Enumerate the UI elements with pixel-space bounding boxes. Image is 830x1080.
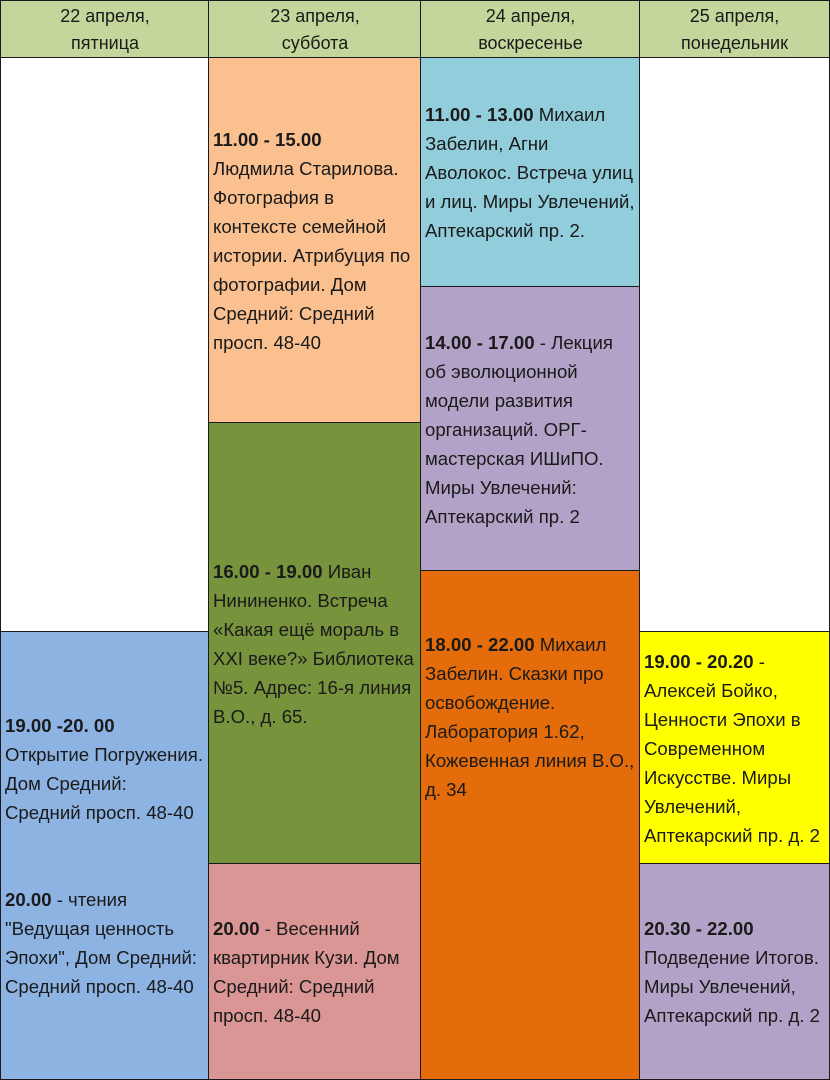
event-kvartirnik (213, 914, 417, 1030)
header-weekday: пятница (70, 32, 140, 53)
header-date: 22 апреля, (60, 5, 150, 26)
event-description: - чтения "Ведущая ценность Эпохи", Дом Средний: Средний просп. 48-40 (5, 888, 198, 997)
event-fairytales (425, 630, 636, 804)
event-description: - Лекция об эволюционной модели развития организаций. ОРГ-мастерская ИШиПО. Миры Увлечений: Аптекарский пр. 2 (425, 331, 613, 527)
event-summary (644, 914, 825, 1030)
event-values-art (644, 647, 825, 850)
event-photo-lecture (213, 125, 417, 357)
event-cell-photo (208, 57, 422, 424)
event-cell-streets (420, 57, 641, 288)
header-date: 25 апреля, (689, 5, 780, 26)
header-day-3 (420, 0, 641, 59)
event-description: Открытие Погружения. Дом Средний: Средний просп. 48-40 (5, 743, 204, 823)
event-evolution-lecture (425, 328, 636, 531)
event-opening (5, 711, 205, 827)
header-day-4 (639, 0, 830, 59)
spacer (5, 827, 205, 885)
event-cell-fairytales (420, 570, 641, 1080)
event-cell-art (639, 631, 830, 865)
header-day-2 (208, 0, 422, 59)
event-readings (5, 885, 205, 1001)
event-time: 20.30 - 22.00 (644, 917, 754, 939)
event-time: 19.00 - 20.20 (644, 650, 754, 672)
event-description: Иван Нининенко. Встреча «Какая ещё мораль в XXI веке?» Библиотека №5. Адрес: 16-я линия В.О., д. 65. (213, 560, 414, 727)
header-weekday: суббота (281, 32, 349, 53)
empty-slot (0, 57, 210, 633)
event-cell-morality (208, 422, 422, 865)
event-description: - Весенний квартирник Кузи. Дом Средний: Средний просп. 48-40 (213, 917, 400, 1026)
event-cell-kvartirnik (208, 863, 422, 1080)
event-streets-faces (425, 100, 636, 245)
event-description: - Алексей Бойко, Ценности Эпохи в Современном Искусстве. Миры Увлечений, Аптекарский пр. д. 2 (644, 650, 820, 846)
event-cell-lecture (420, 286, 641, 572)
event-morality-meeting (213, 557, 417, 731)
header-weekday: понедельник (681, 32, 788, 53)
event-description: Михаил Забелин, Агни Аволокос. Встреча улиц и лиц. Миры Увлечений, Аптекарский пр. 2. (425, 104, 635, 241)
event-time: 19.00 -20. 00 (5, 714, 115, 736)
event-description: Подведение Итогов. Миры Увлечений, Аптекарский пр. д. 2 (644, 946, 820, 1026)
event-time: 16.00 - 19.00 (213, 560, 323, 582)
empty-slot (639, 57, 830, 633)
event-time: 20.00 (5, 888, 52, 910)
event-time: 18.00 - 22.00 (425, 634, 535, 655)
event-description: Людмила Старилова. Фотография в контексте семейной истории. Атрибуция по фотографии. Дом Средний: Средний просп. 48-40 (213, 157, 411, 353)
event-time: 11.00 - 15.00 (213, 128, 322, 150)
header-weekday: воскресенье (478, 32, 583, 53)
event-cell-summary (639, 863, 830, 1080)
event-description: Михаил Забелин. Сказки про освобождение. Лаборатория 1.62, Кожевенная линия В.О., д. 34 (425, 634, 635, 800)
event-time: 20.00 (213, 917, 260, 939)
header-date: 23 апреля, (270, 5, 360, 26)
header-date: 24 апреля, (485, 5, 576, 26)
event-time: 11.00 - 13.00 (425, 104, 534, 125)
event-time: 14.00 - 17.00 (425, 331, 535, 353)
event-cell-day-1 (0, 631, 210, 1080)
header-day-1 (0, 0, 210, 59)
